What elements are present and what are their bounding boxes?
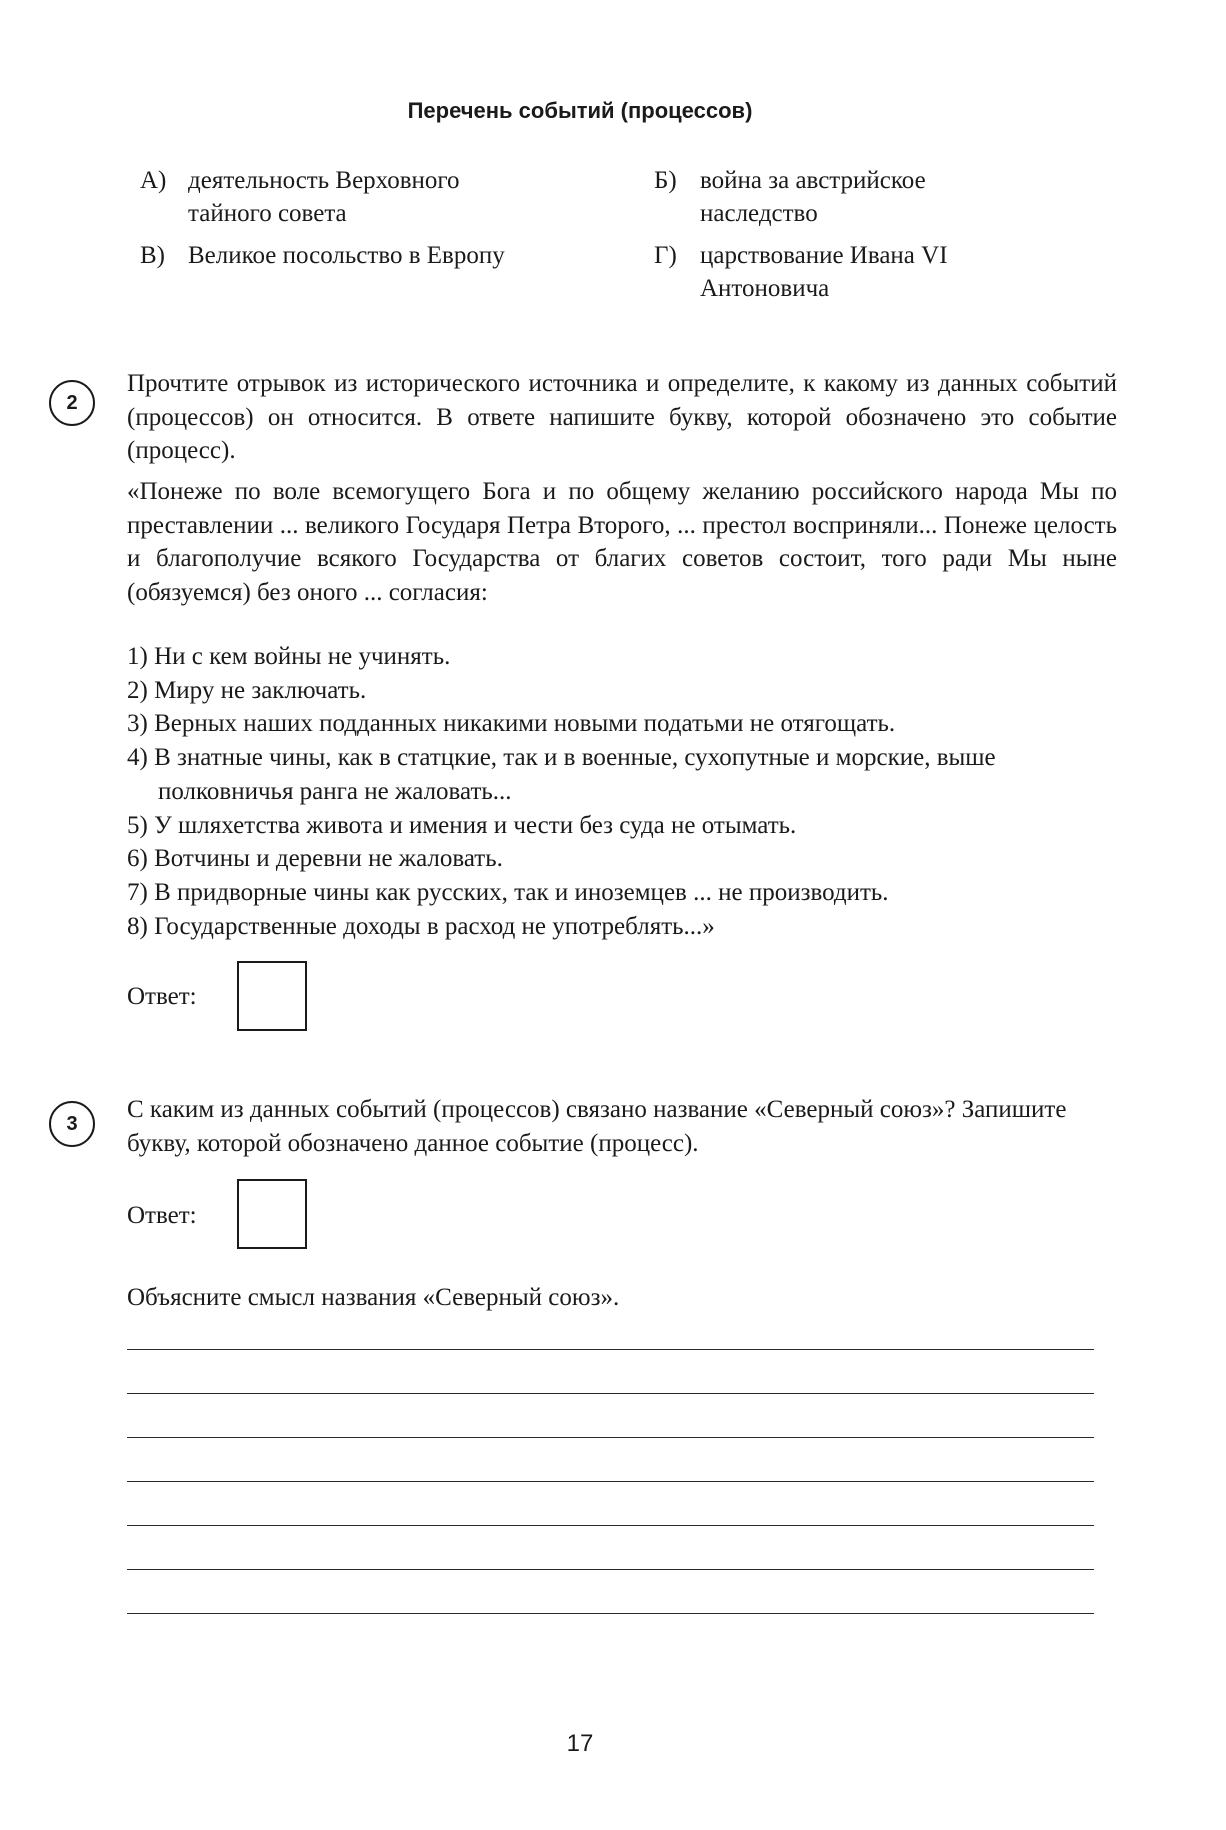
task2-instruction: Прочтите отрывок из исторического источника и определите, к какому из данных событий (процессов) он относится. В ответе напишите букву, которой обозначено это событие (процесс). bbox=[127, 370, 1117, 464]
answer-writing-line[interactable] bbox=[127, 1437, 1094, 1438]
answer-writing-line[interactable] bbox=[127, 1349, 1094, 1350]
event-text-line: война за австрийское bbox=[700, 167, 926, 194]
list-item: 7) В придворные чины как русских, так и иноземцев ... не производить. bbox=[127, 878, 889, 906]
task3-answer-box[interactable] bbox=[237, 1179, 307, 1249]
events-list-title: Перечень событий (процессов) bbox=[407, 98, 753, 123]
task-number-badge: 2 bbox=[49, 380, 95, 426]
event-letter: А) bbox=[140, 167, 167, 194]
answer-writing-line[interactable] bbox=[127, 1569, 1094, 1570]
list-item: 5) У шляхетства живота и имения и чести без суда не отымать. bbox=[127, 811, 797, 839]
event-item-b bbox=[654, 164, 1114, 234]
event-text-line: Великое посольство в Европу bbox=[188, 242, 505, 269]
event-text-line: наследство bbox=[700, 200, 818, 227]
answer-writing-line[interactable] bbox=[127, 1525, 1094, 1526]
event-letter: Б) bbox=[654, 167, 677, 194]
list-item: 1) Ни с кем войны не учинять. bbox=[127, 643, 451, 670]
page-number: 17 bbox=[566, 1730, 594, 1757]
list-item: 2) Миру не заключать. bbox=[127, 676, 367, 704]
event-letter: В) bbox=[140, 242, 165, 269]
event-text-line: тайного совета bbox=[188, 200, 347, 227]
answer-writing-line[interactable] bbox=[127, 1481, 1094, 1482]
event-item-a bbox=[140, 164, 600, 234]
event-item-g bbox=[654, 239, 1114, 309]
list-item: 8) Государственные доходы в расход не употреблять...» bbox=[127, 912, 715, 940]
event-letter: Г) bbox=[654, 242, 677, 269]
task3-question: С каким из данных событий (процессов) связано название «Северный союз»? Запишите букву, которой обозначено данное событие (процесс). bbox=[127, 1096, 1067, 1157]
list-item: 3) Верных наших подданных никакими новыми податьми не отягощать. bbox=[127, 710, 896, 738]
list-item: 6) Вотчины и деревни не жаловать. bbox=[127, 845, 503, 873]
task3-explain-prompt: Объясните смысл названия «Северный союз». bbox=[127, 1284, 620, 1311]
list-item: 4) В знатные чины, как в статцкие, так и в военные, сухопутные и морские, выше полковничья ранга не жаловать... bbox=[127, 744, 996, 805]
task2-answer-box[interactable] bbox=[237, 961, 307, 1031]
answer-writing-line[interactable] bbox=[127, 1613, 1094, 1614]
event-text-line: царствование Ивана VI bbox=[700, 242, 948, 269]
task-number-badge: 3 bbox=[49, 1101, 95, 1147]
answer-writing-line[interactable] bbox=[127, 1393, 1094, 1394]
answer-label: Ответ: bbox=[127, 983, 197, 1010]
task2-conditions-list bbox=[127, 640, 1127, 943]
answer-label: Ответ: bbox=[127, 1202, 197, 1229]
event-text-line: деятельность Верховного bbox=[188, 167, 460, 194]
event-text-line: Антоновича bbox=[700, 275, 830, 302]
task2-quote: «Понеже по воле всемогущего Бога и по общему желанию российского народа Мы по преставлении ... великого Государя Петра Второго, ... престол восприняли... Понеже целость и благополучие всякого Государства от благих советов состоит, того ради Мы ныне (обязуемся) без оного ... согласия: bbox=[127, 478, 1117, 606]
event-item-v bbox=[140, 239, 620, 279]
